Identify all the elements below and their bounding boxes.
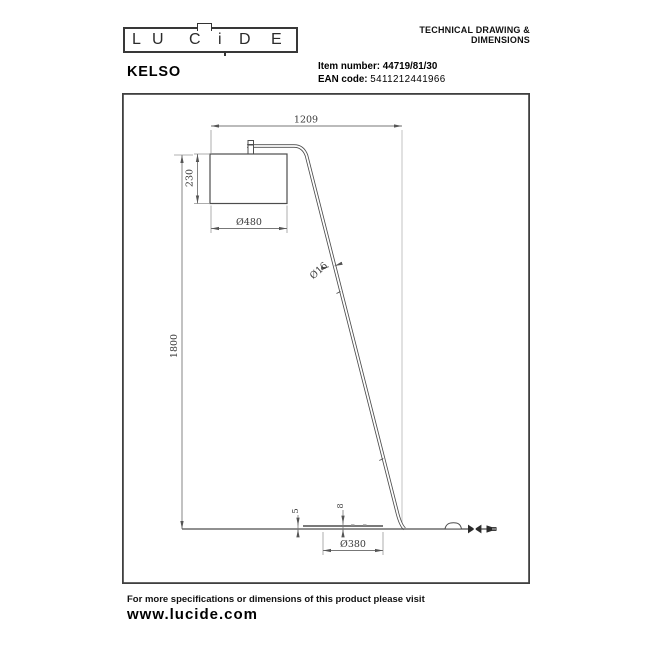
item-number-label: Item number: [318,61,381,72]
dim-shade-diameter-value: Ø480 [236,217,262,228]
lucide-logo [123,27,298,53]
dim-tube-diameter-value: Ø16 [307,260,331,282]
dim-overall-width-value: 1209 [293,114,319,126]
dim-overall-height-value: 1800 [169,333,180,359]
ean-value: 5411212441966 [370,73,446,85]
item-number-value: 44719/81/30 [382,61,438,72]
logo-letter: L [132,31,141,48]
logo-letter: C [189,31,201,48]
technical-drawing-panel [122,93,530,584]
cord-grommet-icon [445,523,462,529]
logo-letter: D [239,31,251,48]
logo-letter: U [152,31,164,48]
drawing-frame [123,94,529,583]
website-url: www.lucide.com [127,606,258,623]
inline-switch-icon [468,525,481,534]
logo-letter: i [218,31,222,48]
lamp-shade [210,154,287,204]
ean-row [318,74,446,87]
item-number-row [318,61,446,74]
logo-letter: E [271,31,282,48]
dim-base-diameter [323,532,383,555]
dim-base-thickness-center [336,503,345,537]
shade-hanger [248,141,254,155]
dim-shade-height [185,154,210,204]
dim-shade-diameter [211,206,287,234]
product-codes [318,61,446,86]
logo-hook-icon [197,23,212,31]
dim-base-thickness-edge [291,508,300,537]
dim-shade-height-value: 230 [184,168,196,188]
product-name: KELSO [127,64,181,80]
dim-base-thickness-edge-value: 5 [291,508,300,514]
technical-drawing [122,93,530,584]
dim-base-diameter-value: Ø380 [340,539,366,550]
dim-overall-height [169,155,193,529]
logo-cord-tick [224,51,226,56]
dim-base-thickness-center-value: 8 [336,503,345,509]
document-type-label: TECHNICAL DRAWING & DIMENSIONS [419,25,530,45]
footer-note: For more specifications or dimensions of this product please visit [127,594,425,605]
ean-label: EAN code: [318,73,368,85]
